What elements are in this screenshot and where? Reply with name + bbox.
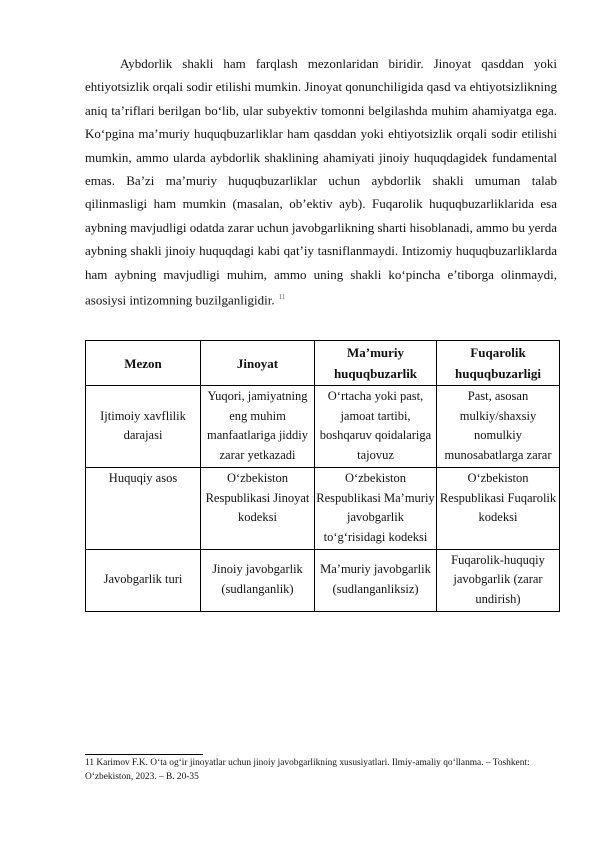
table-cell: O‘zbekiston Respublikasi Ma’muriy javobgarlik to‘g‘risidagi kodeksi <box>315 467 437 549</box>
table-cell: Ma’muriy javobgarlik (sudlanganliksiz) <box>315 549 437 611</box>
table-row <box>86 386 560 468</box>
table-cell: Jinoiy javobgarlik (sudlanganlik) <box>201 549 315 611</box>
paragraph-text: Aybdorlik shakli ham farqlash mezonlaridan biridir. Jinoyat qasddan yoki ehtiyotsizlik orqali sodir etilishi mumkin. Jinoyat qonunchiligida qasd va ehtiyotsizlikning aniq ta’riflari berilgan bo‘lib, ular subyektiv tomonni belgilashda muhim ahamiyatga ega. Ko‘pgina ma’muriy huquqbuzarliklar ham qasddan yoki ehtiyotsizlik orqali sodir etilishi mumkin, ammo ularda aybdorlik shaklining ahamiyati jinoiy huquqdagidek fundamental emas. Ba’zi ma’muriy huquqbuzarliklar uchun aybdorlik shakli umuman talab qilinmasligi ham mumkin (masalan, ob’ektiv ayb). Fuqarolik huquqbuzarliklarida esa aybning mavjudligi odatda zarar uchun javobgarlikning sharti hisoblanadi, ammo bu yerda aybning shakli jinoiy huquqdagi kabi qat’iy tasniflanmaydi. Intizomiy huquqbuzarliklarda ham aybning mavjudligi muhim, ammo uning shakli ko‘pincha e’tiborga olinmaydi, asosiysi intizomning buzilganligidir. <box>85 56 557 308</box>
table-cell: Fuqarolik-huquqiy javobgarlik (zarar undirish) <box>437 549 560 611</box>
comparison-table <box>85 340 560 612</box>
footnote: 11 Karimov F.K. O‘ta og‘ir jinoyatlar uchun jinoiy javobgarlikning xususiyatlari. Ilmiy-amaliy qo‘llanma. – Toshkent: O‘zbekiston, 2023. – B. 20-35 <box>85 758 530 782</box>
table-row <box>86 549 560 611</box>
table-cell: Ijtimoiy xavflilik darajasi <box>86 386 201 468</box>
table-cell: O‘zbekiston Respublikasi Fuqarolik kodeksi <box>437 467 560 549</box>
footnote-reference: 11 <box>278 293 286 302</box>
header-mezon: Mezon <box>86 341 201 386</box>
header-jinoyat: Jinoyat <box>201 341 315 386</box>
header-mamuriy: Ma’muriy huquqbuzarlik <box>315 341 437 386</box>
table-cell: O‘rtacha yoki past, jamoat tartibi, boshqaruv qoidalariga tajovuz <box>315 386 437 468</box>
table-cell: O‘zbekiston Respublikasi Jinoyat kodeksi <box>201 467 315 549</box>
table-cell: Javobgarlik turi <box>86 549 201 611</box>
table-cell: Huquqiy asos <box>86 467 201 549</box>
footnote-divider <box>85 754 203 755</box>
header-fuqarolik: Fuqarolik huquqbuzarligi <box>437 341 560 386</box>
table-row <box>86 467 560 549</box>
table-cell: Past, asosan mulkiy/shaxsiy nomulkiy munosabatlarga zarar <box>437 386 560 468</box>
table-cell: Yuqori, jamiyatning eng muhim manfaatlariga jiddiy zarar yetkazadi <box>201 386 315 468</box>
table-header-row <box>86 341 560 386</box>
body-paragraph <box>85 52 557 312</box>
